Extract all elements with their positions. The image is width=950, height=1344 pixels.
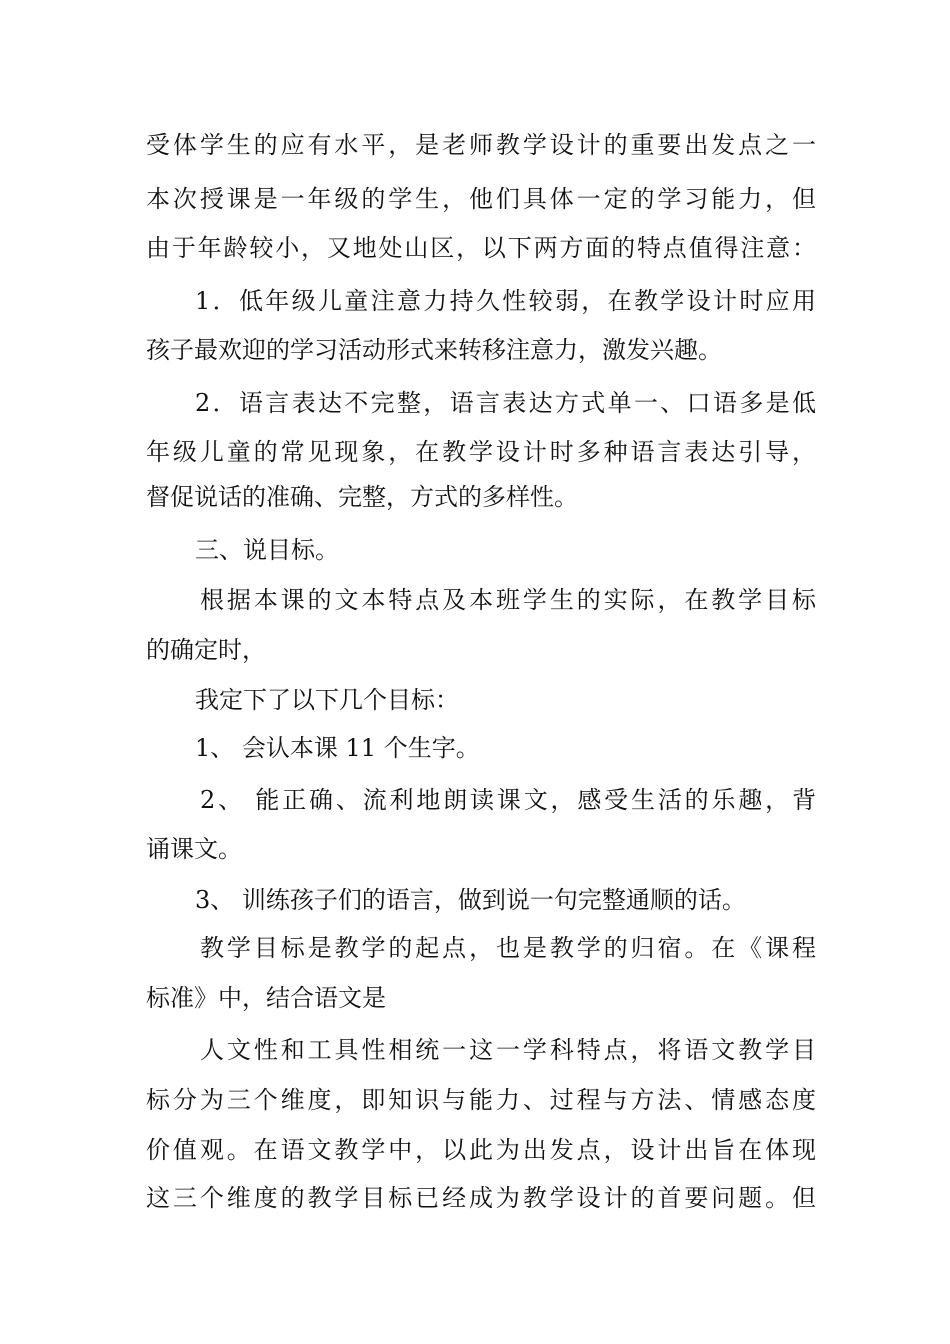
text-line: 的确定时， (146, 636, 266, 664)
text-line: 由于年龄较小，又地处山区，以下两方面的特点值得注意： (146, 234, 816, 262)
goal-item-3: 3、 训练孩子们的语言，做到说一句完整通顺的话。 (195, 886, 746, 914)
text-line: 标准》中，结合语文是 (146, 984, 386, 1012)
numbered-paragraph-1: 1．低年级儿童注意力持久性较弱，在教学设计时应用 (195, 287, 816, 315)
text-line: 年级儿童的常见现象，在教学设计时多种语言表达引导， (146, 438, 816, 466)
text-line: 人文性和工具性相统一这一学科特点，将语文教学目 (200, 1036, 816, 1064)
text-line: 这三个维度的教学目标已经成为教学设计的首要问题。但 (146, 1184, 816, 1212)
text-line: 教学目标是教学的起点，也是教学的归宿。在《课程 (200, 934, 816, 962)
text-line: 价值观。在语文教学中，以此为出发点，设计出旨在体现 (146, 1136, 816, 1164)
text-line: 孩子最欢迎的学习活动形式来转移注意力，激发兴趣。 (146, 336, 722, 364)
text-line: 标分为三个维度，即知识与能力、过程与方法、情感态度 (146, 1086, 816, 1114)
numbered-paragraph-2: 2．语言表达不完整，语言表达方式单一、口语多是低 (195, 389, 816, 417)
text-line: 本次授课是一年级的学生，他们具体一定的学习能力，但 (146, 185, 816, 213)
goal-item-2: 2、 能正确、流利地朗读课文，感受生活的乐趣，背 (200, 786, 816, 814)
text-line: 我定下了以下几个目标： (195, 686, 459, 714)
text-line: 诵课文。 (146, 835, 242, 863)
section-heading: 三、说目标。 (195, 536, 339, 564)
text-line: 根据本课的文本特点及本班学生的实际，在教学目标 (200, 586, 816, 614)
text-line: 督促说话的准确、完整，方式的多样性。 (146, 483, 578, 511)
text-line: 受体学生的应有水平，是老师教学设计的重要出发点之一 (146, 131, 816, 159)
goal-item-1: 1、 会认本课 11 个生字。 (195, 734, 480, 762)
